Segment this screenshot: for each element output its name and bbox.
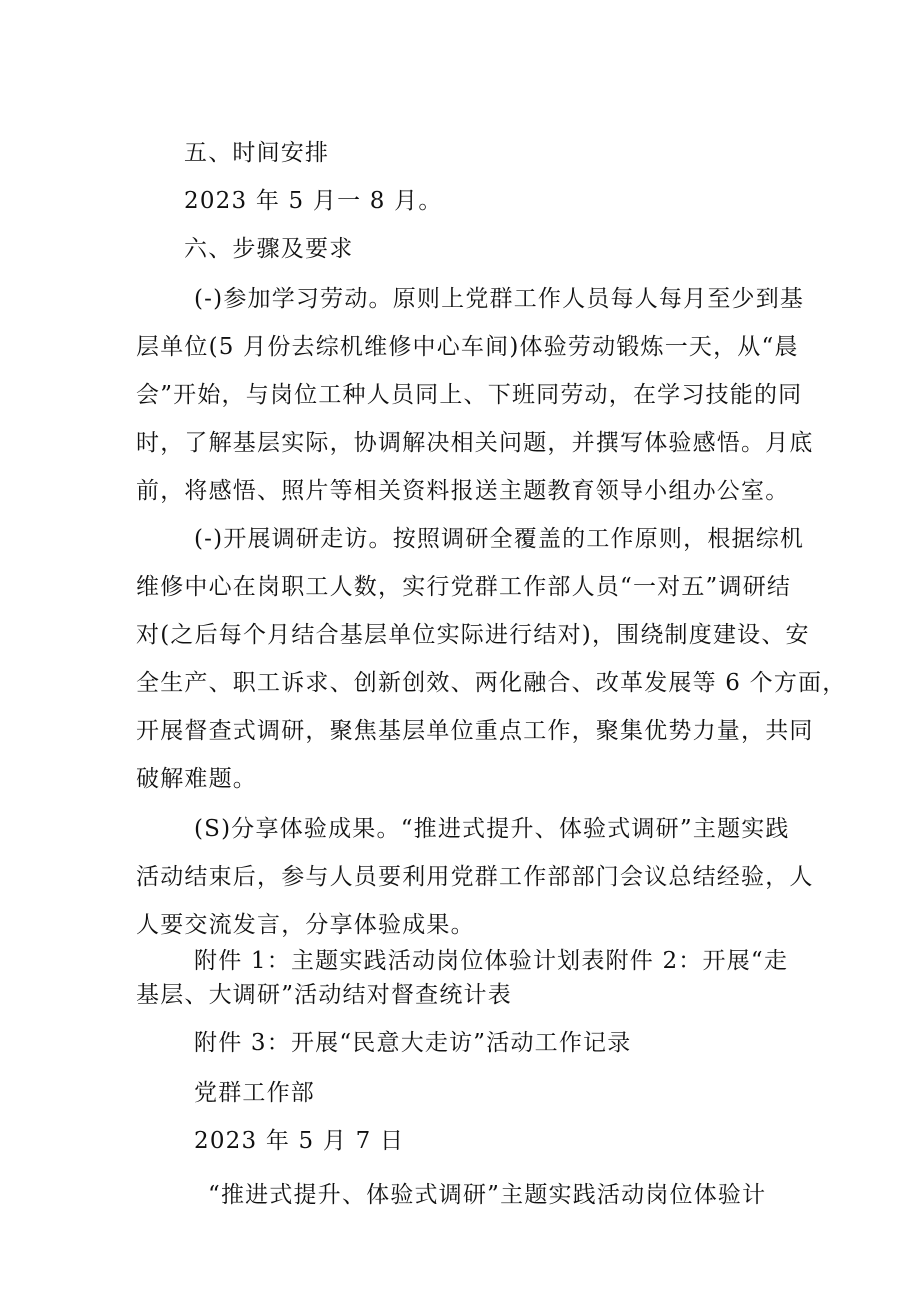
item1-line-3: 会”开始，与岗位工种人员同上、下班同劳动，在学习技能的同: [136, 382, 803, 408]
time-range-text: 2023 年 5 月一 8 月。: [184, 188, 443, 214]
attachment-1-2-line-1: 附件 1：主题实践活动岗位体验计划表附件 2：开展“走: [194, 948, 789, 974]
item2-line-4: 全生产、职工诉求、创新创效、两化融合、改革发展等 6 个方面，: [136, 670, 847, 696]
item1-line-4: 时，了解基层实际，协调解决相关问题，并撰写体验感悟。月底: [136, 430, 814, 456]
item2-line-2: 维修中心在岗职工人数，实行党群工作部人员“一对五”调研结: [136, 574, 792, 600]
item2-line-3: 对(之后每个月结合基层单位实际进行结对)，围绕制度建设、安: [136, 622, 810, 648]
item1-line-2: 层单位(5 月份去综机维修中心车间)体验劳动锻炼一天，从“晨: [136, 334, 799, 360]
item2-line-5: 开展督查式调研，聚焦基层单位重点工作，聚集优势力量，共同: [136, 718, 814, 744]
next-section-title: “推进式提升、体验式调研”主题实践活动岗位体验计: [208, 1182, 767, 1208]
attachment-3: 附件 3：开展“民意大走访”活动工作记录: [194, 1030, 632, 1056]
section-heading-steps: 六、步骤及要求: [184, 236, 354, 262]
signature-department: 党群工作部: [194, 1080, 315, 1106]
item3-line-2: 活动结束后，参与人员要利用党群工作部部门会议总结经验，人: [136, 864, 814, 890]
item3-line-3: 人要交流发言，分享体验成果。: [136, 912, 475, 938]
item1-line-1: (-)参加学习劳动。原则上党群工作人员每人每月至少到基: [194, 286, 805, 312]
signature-date: 2023 年 5 月 7 日: [194, 1128, 405, 1154]
section-heading-time: 五、时间安排: [184, 140, 330, 166]
item2-line-6: 破解难题。: [136, 766, 257, 792]
item3-line-1: (S)分享体验成果。“推进式提升、体验式调研”主题实践: [194, 816, 790, 842]
item2-line-1: (-)开展调研走访。按照调研全覆盖的工作原则，根据综机: [194, 526, 805, 552]
item1-line-5: 前，将感悟、照片等相关资料报送主题教育领导小组办公室。: [136, 478, 790, 504]
attachment-1-2-line-2: 基层、大调研”活动结对督查统计表: [136, 982, 512, 1008]
